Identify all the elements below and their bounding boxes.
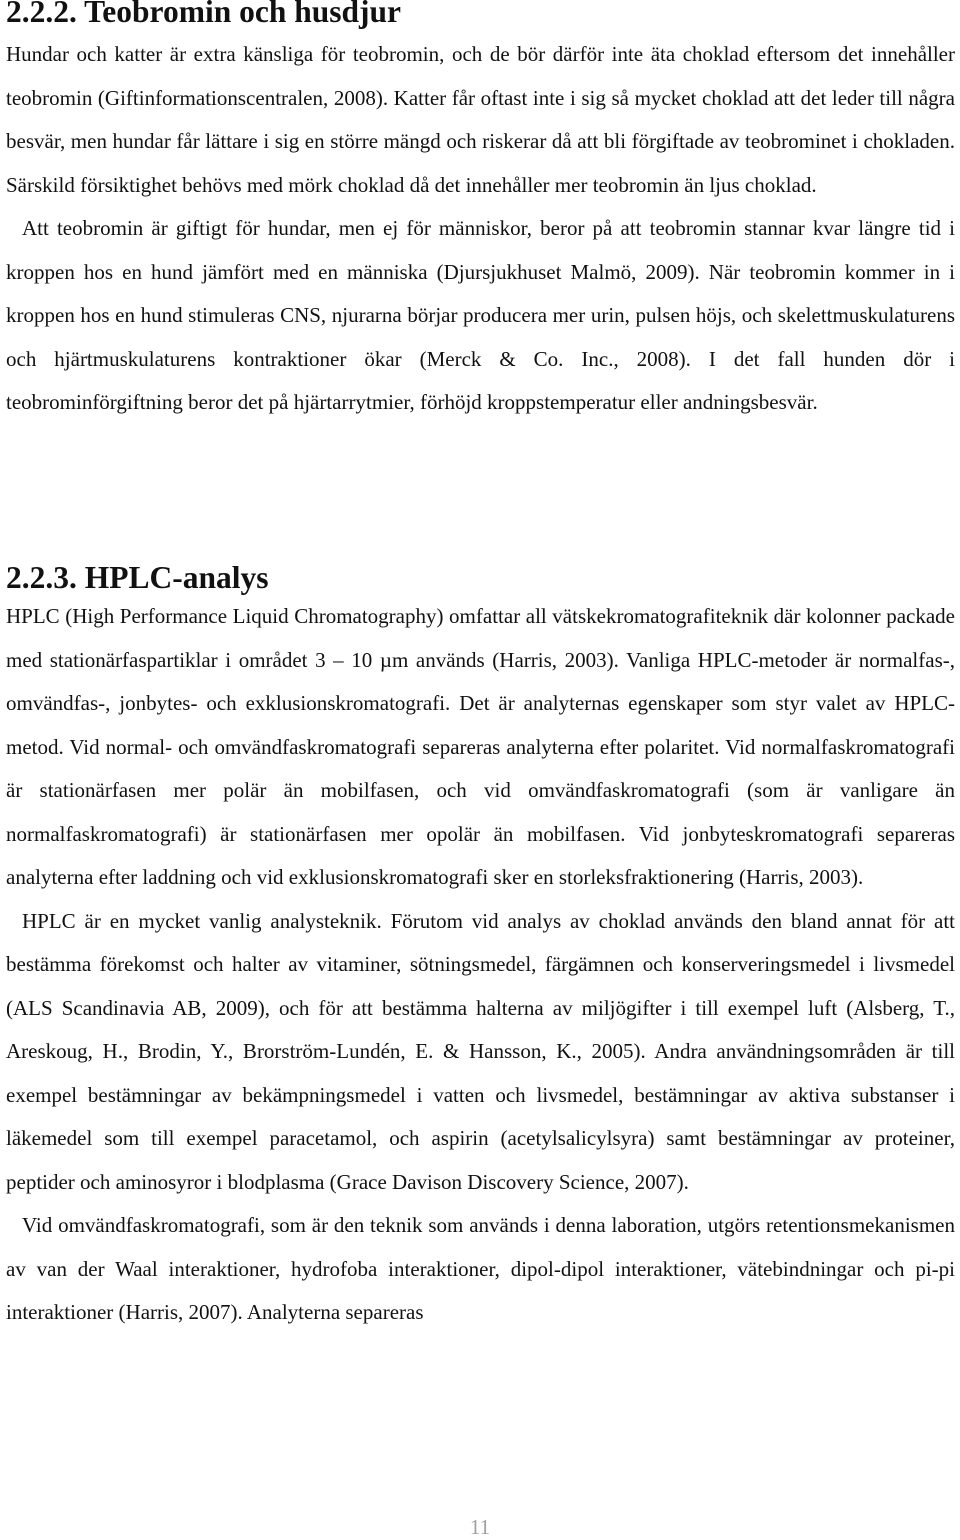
paragraph: Vid omvändfaskromatografi, som är den teknik som används i denna laboration, utgörs retentionsmekanismen av van der Waal interaktioner, hydrofoba interaktioner, dipol-dipol interaktioner, vätebindningar och pi-pi interaktioner (Harris, 2007). Analyterna separeras — [6, 1213, 955, 1324]
section-hplc — [6, 560, 955, 1335]
section-teobromin — [6, 0, 955, 425]
page-number: 11 — [469, 1515, 491, 1539]
paragraph: HPLC (High Performance Liquid Chromatography) omfattar all vätskekromatografiteknik där kolonner packade med stationärfaspartiklar i området 3 – 10 µm används (Harris, 2003). Vanliga HPLC-metoder är normalfas-, omvändfas-, jonbytes- och exklusionskromatografi. Det är analyternas egenskaper som styr valet av HPLC-metod. Vid normal- och omvändfaskromatografi separeras analyterna efter polaritet. Vid normalfaskromatografi är stationärfasen mer polär än mobilfasen, och vid omvändfaskromatografi (som är vanligare än normalfaskromatografi) är stationärfasen mer opolär än mobilfasen. Vid jonbyteskromatografi separeras analyterna efter laddning och vid exklusionskromatografi sker en storleksfraktionering (Harris, 2003). — [6, 604, 955, 889]
paragraph: Hundar och katter är extra känsliga för teobromin, och de bör därför inte äta choklad eftersom det innehåller teobromin (Giftinformationscentralen, 2008). Katter får oftast inte i sig så mycket choklad att det leder till några besvär, men hundar får lättare i sig en större mängd och riskerar då att bli förgiftade av teobrominet i chokladen. Särskild försiktighet behövs med mörk choklad då det innehåller mer teobromin än ljus choklad. — [6, 42, 955, 197]
section-heading: 2.2.2. Teobromin och husdjur — [6, 0, 402, 29]
paragraph: HPLC är en mycket vanlig analysteknik. Förutom vid analys av choklad används den bland annat för att bestämma förekomst och halter av vitaminer, sötningsmedel, färgämnen och konserveringsmedel i livsmedel (ALS Scandinavia AB, 2009), och för att bestämma halterna av miljögifter i till exempel luft (Alsberg, T., Areskoug, H., Brodin, Y., Brorström-Lundén, E. & Hansson, K., 2005). Andra användningsområden är till exempel bestämningar av bekämpningsmedel i vatten och livsmedel, bestämningar av aktiva substanser i läkemedel som till exempel paracetamol, och aspirin (acetylsalicylsyra) samt bestämningar av proteiner, peptider och aminosyror i blodplasma (Grace Davison Discovery Science, 2007). — [6, 908, 955, 1194]
paragraph: Att teobromin är giftigt för hundar, men ej för människor, beror på att teobromin stannar kvar längre tid i kroppen hos en hund jämfört med en människa (Djursjukhuset Malmö, 2009). När teobromin kommer in i kroppen hos en hund stimuleras CNS, njurarna börjar producera mer urin, pulsen höjs, och skelettmuskulaturens och hjärtmuskulaturens kontraktioner ökar (Merck & Co. Inc., 2008). I det fall hunden dör i teobrominförgiftning beror det på hjärtarrytmier, förhöjd kroppstemperatur eller andningsbesvär. — [6, 216, 955, 414]
section-heading: 2.2.3. HPLC-analys — [6, 560, 269, 595]
